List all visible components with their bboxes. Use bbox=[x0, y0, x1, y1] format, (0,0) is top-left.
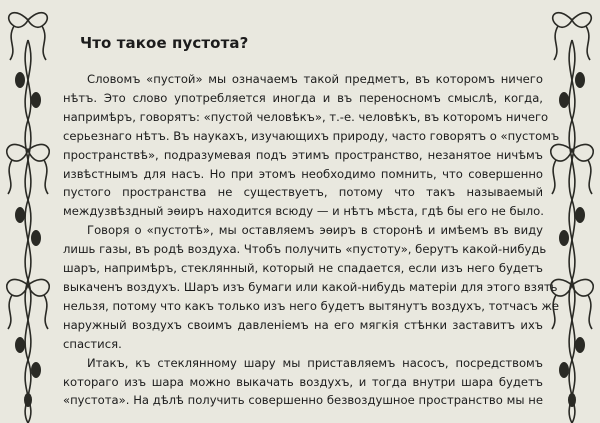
text-line: междузвѣздный эѳиръ находится всюду — и нѣтъ мѣста, гдѣ бы его не было. bbox=[63, 204, 544, 219]
text-line: серьезнаго нѣтъ. Въ наукахъ, изучающихъ природу, часто говорятъ о «пустомъ bbox=[63, 128, 560, 143]
text-line: котораго изъ шара можно выкачать воздухъ, и тогда внутри шара будетъ bbox=[63, 374, 543, 389]
text-line: выкаченъ воздухъ. Шаръ изъ бумаги или какой-нибудь матеріи для этого взять bbox=[63, 279, 558, 294]
text-line: Говоря о «пустотѣ», мы оставляемъ эѳиръ в сторонѣ и имѣемъ въ виду bbox=[87, 223, 543, 238]
text-line: Словомъ «пустой» мы означаемъ такой предметъ, въ которомъ ничего bbox=[87, 72, 543, 86]
ribbon-vine-ornament-icon bbox=[544, 0, 600, 423]
page-title: Что такое пустота? bbox=[80, 34, 249, 52]
text-line: лишь газы, въ родѣ воздуха. Чтобъ получить «пустоту», берутъ какой-нибудь bbox=[63, 242, 547, 257]
text-line: Итакъ, къ стеклянному шару мы приставляемъ насосъ, посредствомъ bbox=[87, 355, 543, 370]
text-line: «пустота». На дѣлѣ получить совершенно безвоздушное пространство мы не bbox=[63, 393, 543, 408]
text-line: пустого пространства не существуетъ, потому что такъ называемый bbox=[63, 185, 543, 200]
ribbon-vine-ornament-icon bbox=[0, 0, 56, 423]
article-body bbox=[63, 70, 560, 410]
text-line: нельзя, потому что какъ только изъ него будетъ вытянутъ воздухъ, тотчасъ же bbox=[63, 298, 560, 313]
text-line: извѣстнымъ для насъ. Но при этомъ необходимо помнить, что совершенно bbox=[63, 166, 543, 181]
text-line: спастися. bbox=[63, 336, 122, 351]
right-ornament-border bbox=[544, 0, 600, 423]
text-line: нѣтъ. Это слово употребляется иногда и въ переносномъ смыслѣ, когда, bbox=[63, 90, 543, 105]
left-ornament-border bbox=[0, 0, 56, 423]
text-line: напримѣръ, говорятъ: «пустой человѣкъ», т.-е. человѣкъ, въ которомъ ничего bbox=[63, 109, 549, 124]
text-line: наружный воздухъ своимъ давленіемъ на его мягкія стѣнки заставитъ ихъ bbox=[63, 317, 543, 332]
text-line: шаръ, напримѣръ, стеклянный, который не спадается, если изъ него будетъ bbox=[63, 261, 543, 276]
text-line: пространствѣ», подразумевая подъ этимъ пространство, незанятое ничѣмъ bbox=[63, 147, 543, 162]
